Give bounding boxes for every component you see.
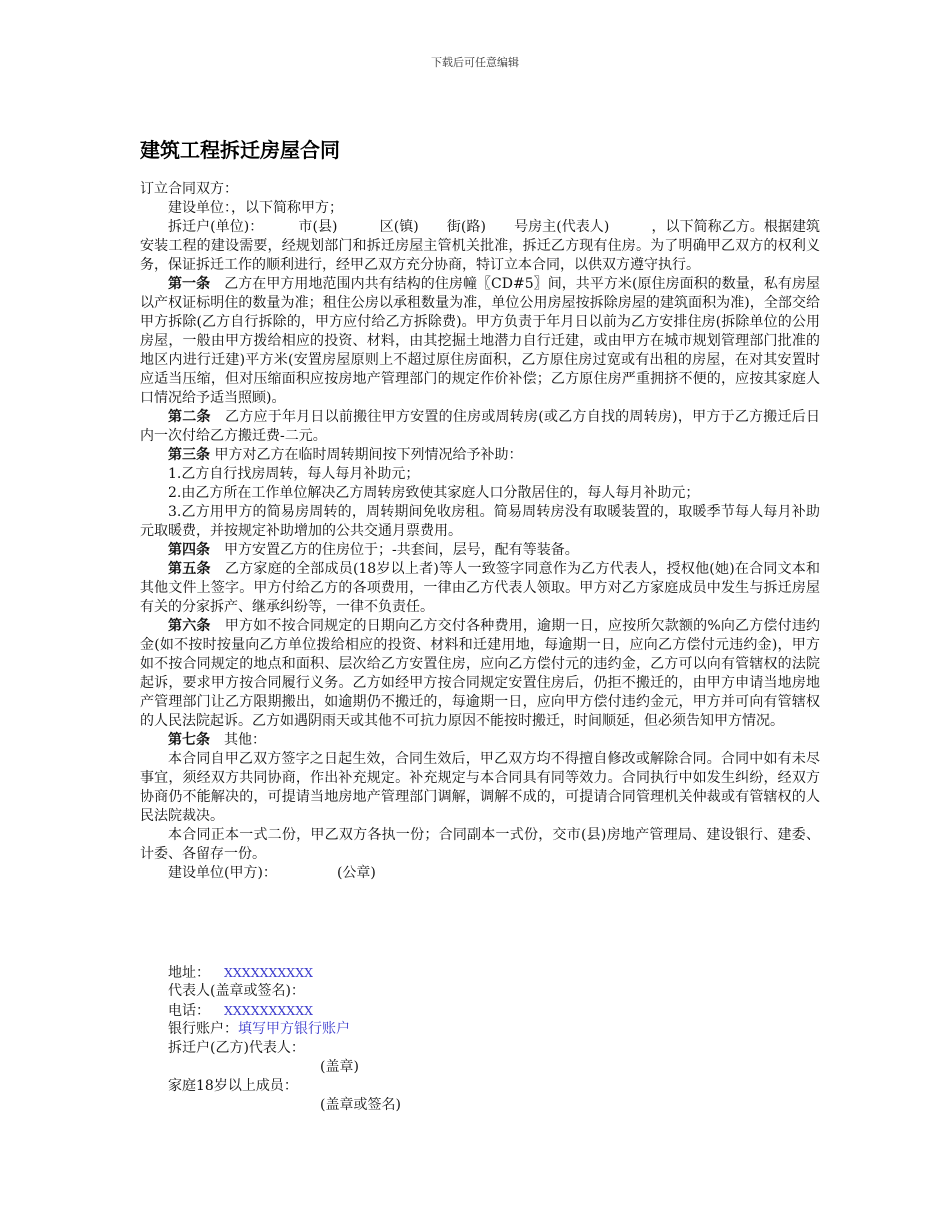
bank-account-label: 银行账户：	[168, 1021, 238, 1037]
article-3-item-3: 3.乙方用甲方的简易房周转的，周转期间免收房租。简易周转房没有取暖装置的，取暖季节每人每月补助元取暖费，并按规定补助增加的公共交通月票费用。	[140, 504, 820, 539]
builder-signature-line	[140, 864, 820, 883]
family-members-label: 家庭18岁以上成员：	[168, 1078, 298, 1094]
builder-line: 建设单位：，以下简称甲方；	[168, 200, 343, 216]
article-1-text: 乙方在甲方用地范围内共有结构的住房幢〖CD#5〗间，共平方米(原住房面积的数量，私有房屋以产权证标明住的数量为准；租住公房以承租数量为准，单位公用房屋按拆除房屋的建筑面积为准)，全部交给甲方拆除(乙方自行拆除的，甲方应付给乙方拆除费)。甲方负责于年月日以前为乙方安排住房(拆除单位的公用房屋，一般由甲方拨给相应的投资、材料，由其挖掘土地潜力自行迁建，或由甲方在城市规划管理部门批准的地区内进行迁建)平方米(安置房屋原则上不超过原住房面积，乙方原住房过宽或有出租的房屋，在对其安置时应适当压缩，但对压缩面积应按房地产管理部门的规定作价补偿；乙方原住房严重拥挤不便的，应按其家庭人口情况给予适当照顾)。	[140, 276, 820, 406]
article-7-label: 第七条	[168, 732, 210, 748]
article-7-text: 其他：	[224, 732, 266, 748]
address-line	[140, 963, 313, 983]
article-6	[140, 617, 820, 731]
article-6-label: 第六条	[168, 618, 211, 634]
article-1	[140, 275, 820, 408]
page-header: 下载后可任意编辑	[431, 56, 519, 69]
phone-label: 电话：	[168, 1003, 210, 1019]
article-3-item-1: 1.乙方自行找房周转，每人每月补助元；	[168, 466, 420, 482]
phone-value: XXXXXXXXXX	[224, 1003, 313, 1018]
article-4-text: 甲方安置乙方的住房位于；-共套间，层号，配有等装备。	[224, 542, 579, 558]
family-members-line	[140, 1077, 298, 1096]
builder-signature-label: 建设单位(甲方)：	[168, 865, 277, 881]
family-seal: (盖章或签名)	[320, 1097, 401, 1113]
article-7	[140, 731, 820, 750]
article-2	[140, 408, 820, 446]
bank-account-value: 填写甲方银行账户	[238, 1021, 350, 1037]
article-2-text: 乙方应于年月日以前搬往甲方安置的住房或周转房(或乙方自找的周转房)，甲方于乙方搬迁后日内一次付给乙方搬迁费-二元。	[140, 409, 821, 444]
representative-line	[140, 982, 305, 1001]
relocatee-paragraph: 拆迁户(单位)： 市(县) 区(镇) 街(路) 号房主(代表人) ，以下简称乙方。根据建筑安装工程的建设需要，经规划部门和拆迁房屋主管机关批准，拆迁乙方现有住房。为了明确甲乙双方的权利义务，保证拆迁工作的顺利进行，经甲乙双方充分协商，特订立本合同，以供双方遵守执行。	[140, 219, 820, 273]
article-3-text: 甲方对乙方在临时周转期间按下列情况给予补助：	[214, 447, 523, 463]
contract-body	[140, 180, 820, 883]
article-3-label: 第三条	[168, 447, 210, 463]
article-5	[140, 560, 820, 617]
article-1-label: 第一条	[168, 276, 211, 292]
article-3-item-2: 2.由乙方所在工作单位解决乙方周转房致使其家庭人口分散居住的，每人每月补助元；	[168, 485, 700, 501]
article-3	[140, 446, 820, 465]
builder-seal: (公章)	[336, 865, 376, 881]
article-7-paragraph-1: 本合同自甲乙双方签字之日起生效，合同生效后，甲乙双方均不得擅自修改或解除合同。合同中如有未尽事宜，须经双方共同协商，作出补充规定。补充规定与本合同具有同等效力。合同执行中如发生纠纷，经双方协商仍不能解决的，可提请当地房地产管理部门调解，调解不成的，可提请合同管理机关仲裁或有管辖权的人民法院裁决。	[140, 751, 820, 824]
article-4-label: 第四条	[168, 542, 210, 558]
relocatee-seal: (盖章)	[320, 1059, 359, 1075]
address-value: XXXXXXXXXX	[224, 965, 313, 980]
article-5-label: 第五条	[168, 561, 211, 577]
article-4	[140, 541, 820, 560]
parties-line: 订立合同双方：	[140, 181, 238, 197]
article-5-text: 乙方家庭的全部成员(18岁以上者)等人一致签字同意作为乙方代表人，授权他(她)在合同文本和其他文件上签字。甲方付给乙方的各项费用，一律由乙方代表人领取。甲方对乙方家庭成员中发生与拆迁房屋有关的分家拆产、继承纠纷等，一律不负责任。	[140, 561, 821, 615]
bank-account-line	[140, 1020, 350, 1039]
relocatee-rep-line	[140, 1039, 305, 1058]
article-2-label: 第二条	[168, 409, 211, 425]
document-title: 建筑工程拆迁房屋合同	[140, 138, 340, 162]
address-label: 地址：	[168, 965, 210, 981]
relocatee-rep-label: 拆迁户(乙方)代表人：	[168, 1040, 305, 1056]
article-6-text: 甲方如不按合同规定的日期向乙方交付各种费用，逾期一日，应按所欠款额的%向乙方偿付违约金(如不按时按量向乙方单位拨给相应的投资、材料和迁建用地，每逾期一日，应向乙方偿付元违约金)，甲方如不按合同规定的地点和面积、层次给乙方安置住房，应向乙方偿付元的违约金，乙方可以向有管辖权的法院起诉，要求甲方按合同履行义务。乙方如经甲方按合同规定安置住房后，仍拒不搬迁的，由甲方申请当地房地产管理部门让乙方限期搬出，如逾期仍不搬迁的，每逾期一日，应向甲方偿付违约金元，甲方并可向有管辖权的人民法院起诉。乙方如遇阴雨天或其他不可抗力原因不能按时搬迁，时间顺延，但必须告知甲方情况。	[140, 618, 821, 729]
representative-label: 代表人(盖章或签名)：	[168, 983, 305, 999]
phone-line	[140, 1001, 313, 1021]
article-7-paragraph-2: 本合同正本一式二份，甲乙双方各执一份；合同副本一式份，交市(县)房地产管理局、建设银行、建委、计委、各留存一份。	[140, 827, 820, 862]
